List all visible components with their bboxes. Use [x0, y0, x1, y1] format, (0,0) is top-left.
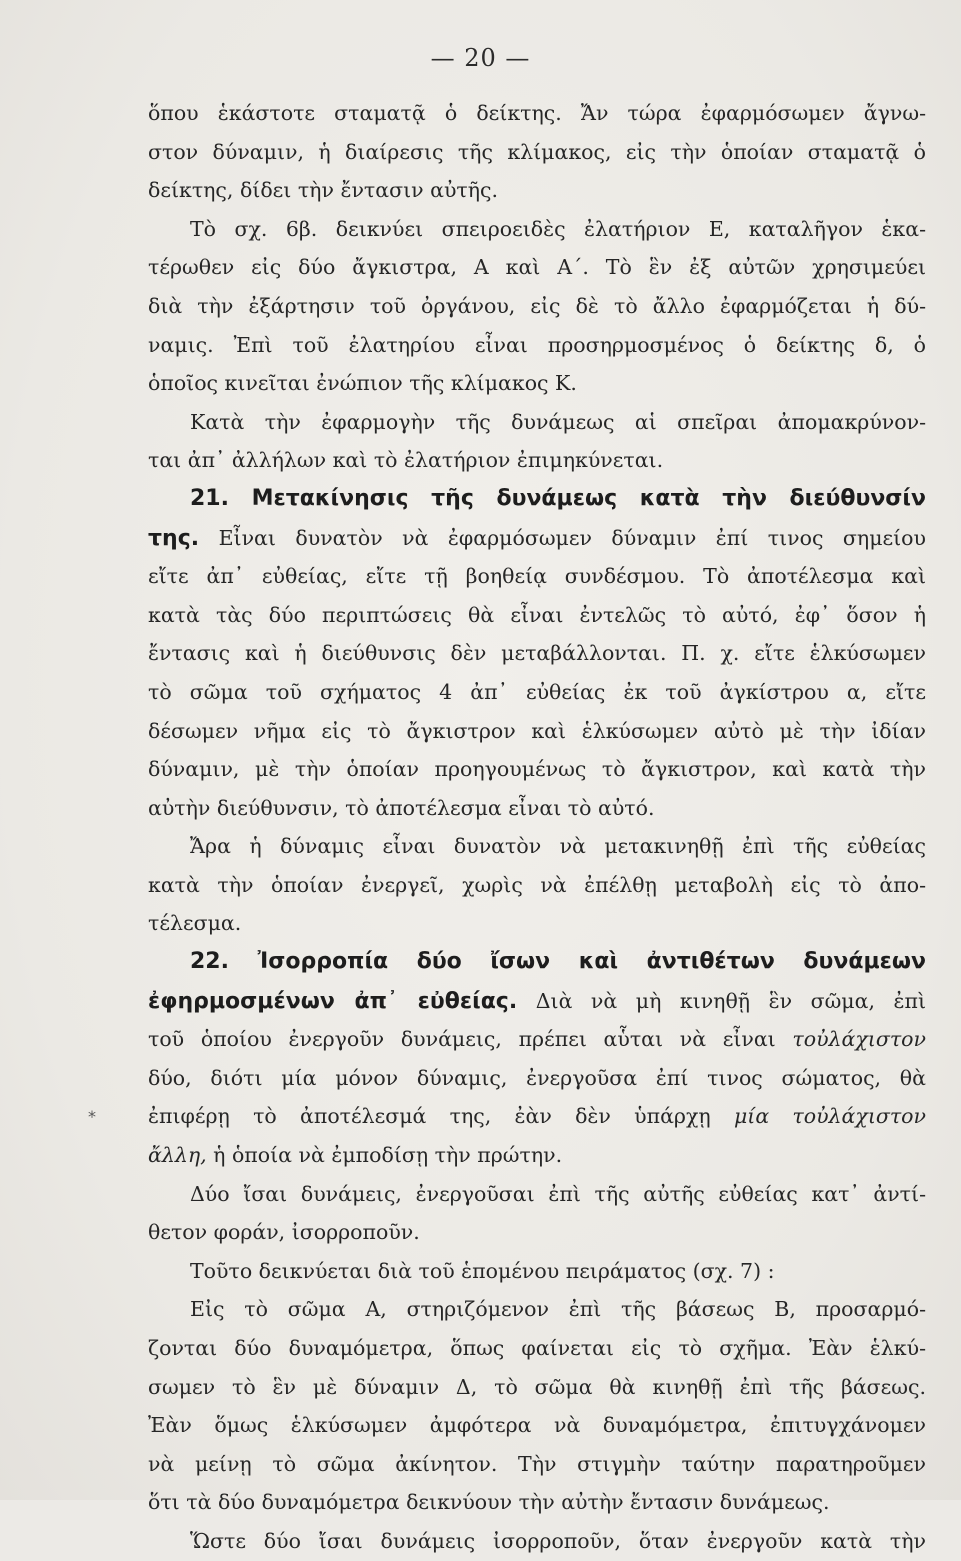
- text-line: ται ἀπ᾿ ἀλλήλων καὶ τὸ ἐλατήριον ἐπιμηκύνεται.: [148, 448, 664, 473]
- text-span: ἐπιφέρῃ τὸ ἀποτέλεσμά της, ἐὰν δὲν ὑπάρχῃ: [148, 1104, 711, 1129]
- section-title-cont: της.: [148, 525, 200, 551]
- text-line: Κατὰ τὴν ἐφαρμογὴν τῆς δυνάμεως αἱ σπεῖραι ἀπομακρύνον-: [190, 409, 926, 434]
- text-line: Ἐὰν ὅμως ἑλκύσωμεν ἀμφότερα νὰ δυναμόμετρα, ἐπιτυγχάνομεν: [148, 1413, 926, 1438]
- text-line: τὸ σῶμα τοῦ σχήματος 4 ἀπ᾿ εὐθείας ἐκ τοῦ ἀγκίστρου α, εἴτε: [148, 679, 926, 704]
- text-line: [148, 1136, 926, 1175]
- text-line: [148, 982, 926, 1021]
- text-line: ἔντασις καὶ ἡ διεύθυνσις δὲν μεταβάλλονται. Π. χ. εἴτε ἑλκύσωμεν: [148, 641, 926, 666]
- section-title: Μετακίνησις τῆς δυνάμεως κατὰ τὴν διεύθυνσίν: [251, 485, 926, 511]
- text-line: Εἰς τὸ σῶμα Α, στηριζόμενον ἐπὶ τῆς βάσεως Β, προσαρμό-: [190, 1297, 926, 1322]
- body-text: [148, 94, 926, 1561]
- text-line: τέλεσμα.: [148, 911, 242, 936]
- text-line: Τὸ σχ. 6β. δεικνύει σπειροειδὲς ἐλατήριον Ε, καταλῆγον ἑκα-: [190, 216, 926, 241]
- text-line: δείκτης, δίδει τὴν ἔντασιν αὐτῆς.: [148, 178, 499, 203]
- italic-span: μία τοὐλάχιστον: [733, 1104, 926, 1129]
- text-line: Ἄρα ἡ δύναμις εἶναι δυνατὸν νὰ μετακινηθῇ ἐπὶ τῆς εὐθείας: [190, 834, 926, 859]
- text-line: κατὰ τὴν ὁποίαν ἐνεργεῖ, χωρὶς νὰ ἐπέλθῃ μεταβολὴ εἰς τὸ ἀπο-: [148, 872, 926, 897]
- text-line: ὁποῖος κινεῖται ἐνώπιον τῆς κλίμακος Κ.: [148, 371, 577, 396]
- text-line: κατὰ τὰς δύο περιπτώσεις θὰ εἶναι ἐντελῶς τὸ αὐτό, ἐφ᾿ ὅσον ἡ: [148, 602, 926, 627]
- text-line: ζονται δύο δυναμόμετρα, ὅπως φαίνεται εἰς τὸ σχῆμα. Ἐὰν ἑλκύ-: [148, 1336, 926, 1360]
- text-line: [148, 1097, 926, 1136]
- section-number: 21.: [190, 485, 229, 511]
- text-line: διὰ τὴν ἐξάρτησιν τοῦ ὀργάνου, εἰς δὲ τὸ ἄλλο ἐφαρμόζεται ἡ δύ-: [148, 293, 926, 318]
- text-line: τέρωθεν εἰς δύο ἄγκιστρα, Α καὶ Α΄. Τὸ ἓν ἐξ αὐτῶν χρησιμεύει: [148, 255, 926, 280]
- text-line: ὅπου ἑκάστοτε σταματᾷ ὁ δείκτης. Ἄν τώρα ἐφαρμόσωμεν ἄγνω-: [148, 101, 926, 125]
- text-line: ὅτι τὰ δύο δυναμόμετρα δεικνύουν τὴν αὐτὴν ἔντασιν δυνάμεως.: [148, 1490, 830, 1515]
- page-number: — 20 —: [430, 44, 531, 72]
- text-line: ναμις. Ἐπὶ τοῦ ἐλατηρίου εἶναι προσηρμοσμένος ὁ δείκτης δ, ὁ: [148, 332, 926, 357]
- text-line: εἴτε ἀπ᾿ εὐθείας, εἴτε τῇ βοηθείᾳ συνδέσμου. Τὸ ἀποτέλεσμα καὶ: [148, 564, 926, 589]
- text-line: Δύο ἴσαι δυνάμεις, ἐνεργοῦσαι ἐπὶ τῆς αὐτῆς εὐθείας κατ᾿ ἀντί-: [190, 1181, 926, 1206]
- text-line: [148, 519, 926, 558]
- section-title-cont: ἐφηρμοσμένων ἀπ᾿ εὐθείας.: [148, 988, 518, 1014]
- text-span: Διὰ νὰ μὴ κινηθῇ ἓν σῶμα, ἐπὶ: [535, 988, 926, 1013]
- text-line: νὰ μείνῃ τὸ σῶμα ἀκίνητον. Τὴν στιγμὴν ταύτην παρατηροῦμεν: [148, 1451, 926, 1476]
- text-line: αὐτὴν διεύθυνσιν, τὸ ἀποτέλεσμα εἶναι τὸ αὐτό.: [148, 795, 655, 820]
- text-span: τοῦ ὁποίου ἐνεργοῦν δυνάμεις, πρέπει αὗται νὰ εἶναι: [148, 1027, 776, 1052]
- text-line: δύο, διότι μία μόνον δύναμις, ἐνεργοῦσα ἐπί τινος σώματος, θὰ: [148, 1065, 926, 1090]
- margin-mark: *: [88, 1107, 96, 1126]
- text-line: Τοῦτο δεικνύεται διὰ τοῦ ἑπομένου πειράματος (σχ. 7) :: [190, 1258, 775, 1283]
- text-span: ἡ ὁποία νὰ ἐμποδίσῃ τὴν πρώτην.: [213, 1143, 563, 1168]
- text-line: δύναμιν, μὲ τὴν ὁποίαν προηγουμένως τὸ ἄγκιστρον, καὶ κατὰ τὴν: [148, 757, 926, 782]
- text-line: Ὥστε δύο ἴσαι δυνάμεις ἰσορροποῦν, ὅταν ἐνεργοῦν κατὰ τὴν: [190, 1528, 926, 1553]
- section-title: Ἰσορροπία δύο ἴσων καὶ ἀντιθέτων δυνάμεων: [257, 949, 927, 975]
- text-line: σωμεν τὸ ἓν μὲ δύναμιν Δ, τὸ σῶμα θὰ κινηθῇ ἐπὶ τῆς βάσεως.: [148, 1374, 926, 1399]
- text-line: δέσωμεν νῆμα εἰς τὸ ἄγκιστρον καὶ ἑλκύσωμεν αὐτὸ μὲ τὴν ἰδίαν: [148, 718, 926, 743]
- text-span: Εἶναι δυνατὸν νὰ ἐφαρμόσωμεν δύναμιν ἐπί τινος σημείου: [218, 525, 926, 550]
- section-heading-22: [148, 943, 926, 982]
- italic-span: τοὐλάχιστον: [792, 1027, 926, 1052]
- section-number: 22.: [190, 949, 229, 975]
- text-line: θετον φοράν, ἰσορροποῦν.: [148, 1220, 420, 1245]
- section-heading-21: [148, 480, 926, 519]
- text-line: [148, 1020, 926, 1059]
- italic-span: ἄλλη,: [148, 1143, 207, 1168]
- text-line: στον δύναμιν, ἡ διαίρεσις τῆς κλίμακος, εἰς τὴν ὁποίαν σταματᾷ ὁ: [148, 139, 926, 164]
